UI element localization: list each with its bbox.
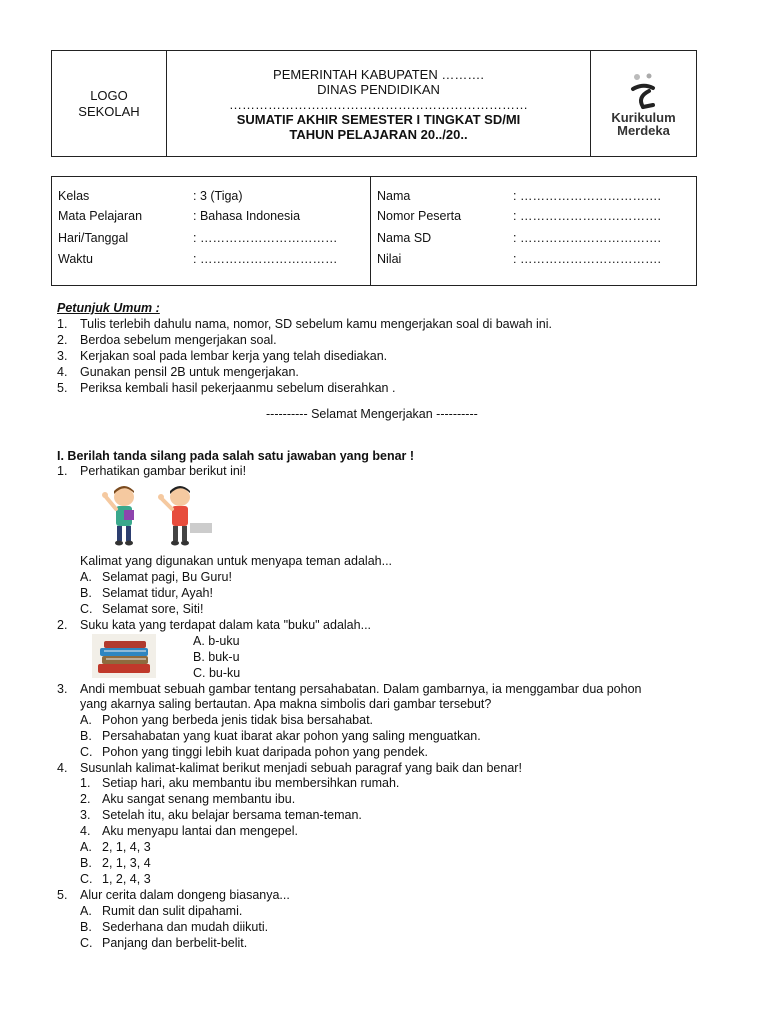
header-table (51, 50, 697, 157)
option-key: A. (80, 713, 92, 727)
children-greeting-illustration (98, 483, 216, 549)
info-value: : …………………………… (193, 252, 338, 266)
question-text: yang akarnya saling bertautan. Apa makna simbolis dari gambar tersebut? (80, 697, 492, 711)
instruction-num: 3. (57, 349, 68, 363)
question-text: Andi membuat sebuah gambar tentang persahabatan. Dalam gambarnya, ia menggambar dua pohon (80, 682, 642, 696)
instruction-num: 1. (57, 317, 68, 331)
section-title: I. Berilah tanda silang pada salah satu jawaban yang benar ! (57, 449, 415, 463)
option-key: B. (80, 920, 92, 934)
option-text: Selamat pagi, Bu Guru! (102, 570, 232, 584)
logo-line1: LOGO (90, 87, 128, 103)
instruction-item: Periksa kembali hasil pekerjaanmu sebelum diserahkan . (80, 381, 396, 395)
option-text: 1, 2, 4, 3 (102, 872, 151, 886)
brand-line2: Merdeka (617, 122, 670, 138)
info-value: : …………………………… (193, 231, 338, 245)
question-text: Alur cerita dalam dongeng biasanya... (80, 888, 290, 902)
header-title-block (167, 51, 591, 156)
info-value: : ……………………………. (513, 252, 661, 266)
option-key: A. (80, 840, 92, 854)
greeting-line: ---------- Selamat Mengerjakan ---------- (266, 407, 478, 421)
option-key: B. (80, 856, 92, 870)
sentence-key: 4. (80, 824, 91, 838)
instruction-num: 5. (57, 381, 68, 395)
info-label: Nilai (377, 252, 402, 266)
question-number: 1. (57, 464, 68, 478)
question-number: 4. (57, 761, 68, 775)
logo-line2: SEKOLAH (78, 103, 140, 119)
option-text: C. bu-ku (193, 666, 241, 680)
question-number: 2. (57, 618, 68, 632)
option-key: A. (80, 904, 92, 918)
header-line2: DINAS PENDIDIKAN (317, 82, 440, 97)
option-text: Persahabatan yang kuat ibarat akar pohon yang saling menguatkan. (102, 729, 481, 743)
kurikulum-merdeka-icon (623, 71, 663, 111)
option-text: Pohon yang berbeda jenis tidak bisa bersahabat. (102, 713, 374, 727)
option-text: Panjang dan berbelit-belit. (102, 936, 248, 950)
instruction-item: Tulis terlebih dahulu nama, nomor, SD sebelum kamu mengerjakan soal di bawah ini. (80, 317, 553, 331)
instruction-item: Berdoa sebelum mengerjakan soal. (80, 333, 277, 347)
sentence-text: Setiap hari, aku membantu ibu membersihkan rumah. (102, 776, 400, 790)
option-text: Sederhana dan mudah diikuti. (102, 920, 269, 934)
info-left-column (52, 177, 371, 285)
option-key: C. (80, 745, 93, 759)
brand-line1: Kurikulum (611, 109, 676, 125)
school-logo-placeholder (52, 51, 167, 156)
option-key: B. (80, 586, 92, 600)
question-number: 3. (57, 682, 68, 696)
info-right-column (371, 177, 696, 285)
option-text: 2, 1, 3, 4 (102, 856, 151, 870)
header-line5: TAHUN PELAJARAN 20../20.. (289, 127, 468, 142)
question-text: Suku kata yang terdapat dalam kata "buku" adalah... (80, 618, 372, 632)
sentence-key: 2. (80, 792, 91, 806)
sentence-key: 1. (80, 776, 91, 790)
option-text: Selamat tidur, Ayah! (102, 586, 213, 600)
header-line1: PEMERINTAH KABUPATEN ………. (273, 67, 484, 82)
question-number: 5. (57, 888, 68, 902)
option-key: C. (80, 872, 93, 886)
info-label: Mata Pelajaran (58, 209, 143, 223)
option-key: C. (80, 602, 93, 616)
option-text: A. b-uku (193, 634, 240, 648)
student-info-table (51, 176, 697, 286)
option-text: Rumit dan sulit dipahami. (102, 904, 243, 918)
info-value: : 3 (Tiga) (193, 189, 243, 203)
info-value: : Bahasa Indonesia (193, 209, 301, 223)
sentence-key: 3. (80, 808, 91, 822)
question-text: Perhatikan gambar berikut ini! (80, 464, 247, 478)
option-text: 2, 1, 4, 3 (102, 840, 151, 854)
header-line4: SUMATIF AKHIR SEMESTER I TINGKAT SD/MI (236, 112, 521, 127)
option-key: B. (80, 729, 92, 743)
kurikulum-merdeka-logo (591, 51, 696, 156)
info-value: : ……………………………. (513, 231, 661, 245)
option-text: Pohon yang tinggi lebih kuat daripada pohon yang pendek. (102, 745, 428, 759)
instruction-num: 2. (57, 333, 68, 347)
sentence-text: Aku sangat senang membantu ibu. (102, 792, 296, 806)
option-text: Selamat sore, Siti! (102, 602, 204, 616)
question-text: Kalimat yang digunakan untuk menyapa teman adalah... (80, 554, 393, 568)
info-label: Nama SD (377, 231, 432, 245)
instructions-title: Petunjuk Umum : (57, 301, 160, 315)
sentence-text: Aku menyapu lantai dan mengepel. (102, 824, 298, 838)
info-value: : ……………………………. (513, 209, 661, 223)
question-text: Susunlah kalimat-kalimat berikut menjadi sebuah paragraf yang baik dan benar! (80, 761, 522, 775)
books-icon (92, 634, 156, 678)
info-label: Nama (377, 189, 411, 203)
info-label: Nomor Peserta (377, 209, 462, 223)
option-key: A. (80, 570, 92, 584)
info-label: Hari/Tanggal (58, 231, 129, 245)
info-value: : ……………………………. (513, 189, 661, 203)
option-text: B. buk-u (193, 650, 240, 664)
info-label: Waktu (58, 252, 93, 266)
header-line3: …………………………………………………………… (229, 97, 528, 112)
option-key: C. (80, 936, 93, 950)
instruction-item: Gunakan pensil 2B untuk mengerjakan. (80, 365, 299, 379)
instruction-num: 4. (57, 365, 68, 379)
instruction-item: Kerjakan soal pada lembar kerja yang telah disediakan. (80, 349, 388, 363)
sentence-text: Setelah itu, aku belajar bersama teman-teman. (102, 808, 362, 822)
info-label: Kelas (58, 189, 90, 203)
